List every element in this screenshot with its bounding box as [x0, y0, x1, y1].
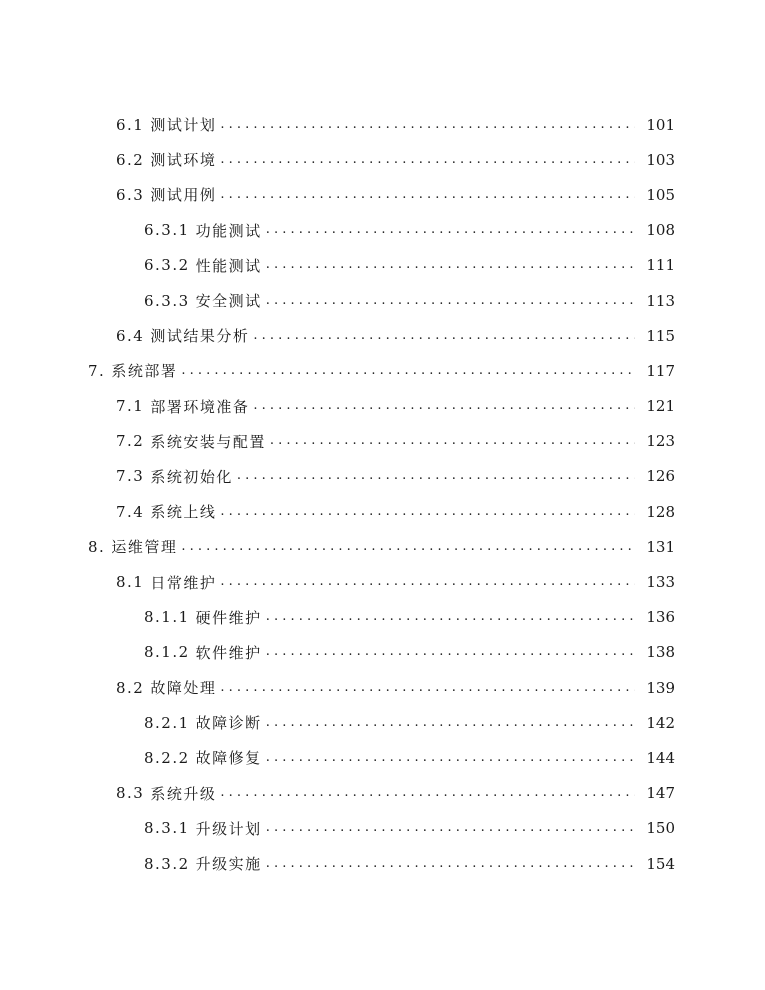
- toc-entry-page-number: 111: [646, 256, 675, 275]
- toc-entry-number: 7.1: [116, 397, 145, 416]
- toc-entry[interactable]: [0, 213, 765, 248]
- toc-entry-page-number: 150: [646, 819, 675, 838]
- toc-entry-page-number: 113: [646, 291, 675, 310]
- toc-entry[interactable]: [0, 248, 765, 283]
- toc-dot-leader: [266, 292, 635, 310]
- toc-entry-page-number: 126: [646, 467, 675, 486]
- toc-dot-leader: [220, 679, 635, 697]
- toc-dot-leader: [220, 151, 635, 169]
- toc-entry-title: 升级实施: [195, 855, 262, 874]
- toc-dot-leader: [266, 643, 635, 661]
- toc-dot-leader: [220, 116, 635, 134]
- toc-entry-number: 6.2: [116, 150, 145, 169]
- toc-entry-page-number: 108: [646, 221, 675, 240]
- toc-entry[interactable]: [0, 318, 765, 353]
- toc-entry[interactable]: [0, 389, 765, 424]
- toc-entry[interactable]: [0, 635, 765, 670]
- toc-entry-number: 8.3.2: [144, 854, 190, 873]
- toc-entry-number: 7.2: [116, 432, 145, 451]
- toc-dot-leader: [266, 714, 635, 732]
- toc-entry-page-number: 128: [646, 502, 675, 521]
- toc-entry-title: 功能测试: [195, 221, 262, 240]
- toc-entry-page-number: 154: [646, 854, 675, 873]
- toc-entry-title: 故障处理: [150, 679, 217, 698]
- toc-entry-number: 6.3.2: [144, 256, 190, 275]
- toc-dot-leader: [266, 221, 635, 239]
- toc-entry-number: 6.3.3: [144, 291, 190, 310]
- toc-entry-title: 系统部署: [111, 362, 178, 381]
- toc-entry-page-number: 138: [646, 643, 675, 662]
- toc-entry-page-number: 136: [646, 608, 675, 627]
- toc-entry-title: 系统安装与配置: [150, 432, 266, 451]
- toc-entry-number: 7.: [88, 361, 106, 380]
- toc-entry-page-number: 117: [646, 361, 675, 380]
- toc-entry-page-number: 147: [646, 784, 675, 803]
- toc-entry[interactable]: [0, 811, 765, 846]
- toc-entry-page-number: 133: [646, 573, 675, 592]
- toc-entry-title: 系统初始化: [150, 467, 233, 486]
- toc-dot-leader: [220, 186, 635, 204]
- toc-entry-number: 8.3.1: [144, 819, 190, 838]
- toc-dot-leader: [181, 538, 635, 556]
- toc-entry[interactable]: [0, 600, 765, 635]
- toc-entry-page-number: 142: [646, 713, 675, 732]
- toc-entry-number: 8.2.2: [144, 748, 190, 767]
- toc-entry-title: 测试用例: [150, 186, 217, 205]
- toc-entry-page-number: 103: [646, 150, 675, 169]
- toc-entry-page-number: 123: [646, 432, 675, 451]
- toc-entry-page-number: 101: [646, 115, 675, 134]
- toc-entry-title: 故障诊断: [195, 714, 262, 733]
- toc-dot-leader: [253, 397, 635, 415]
- toc-entry[interactable]: [0, 494, 765, 529]
- toc-entry-number: 8.1.1: [144, 608, 190, 627]
- toc-entry-number: 8.2: [116, 678, 145, 697]
- toc-dot-leader: [270, 432, 635, 450]
- toc-entry-title: 测试计划: [150, 116, 217, 135]
- toc-entry-number: 8.1.2: [144, 643, 190, 662]
- toc-dot-leader: [266, 819, 635, 837]
- toc-entry[interactable]: [0, 459, 765, 494]
- toc-dot-leader: [237, 467, 635, 485]
- toc-entry-page-number: 131: [646, 537, 675, 556]
- toc-entry-page-number: 144: [646, 748, 675, 767]
- toc-entry-number: 7.4: [116, 502, 145, 521]
- toc-entry-number: 7.3: [116, 467, 145, 486]
- toc-dot-leader: [266, 749, 635, 767]
- toc-dot-leader: [266, 608, 635, 626]
- table-of-contents: [0, 107, 765, 881]
- toc-entry-page-number: 121: [646, 397, 675, 416]
- toc-entry-number: 6.3: [116, 185, 145, 204]
- toc-entry-title: 系统升级: [150, 784, 217, 803]
- toc-dot-leader: [220, 784, 635, 802]
- toc-entry-page-number: 105: [646, 185, 675, 204]
- toc-entry-number: 8.1: [116, 573, 145, 592]
- toc-dot-leader: [220, 503, 635, 521]
- toc-entry[interactable]: [0, 846, 765, 881]
- toc-entry[interactable]: [0, 177, 765, 212]
- toc-entry-title: 安全测试: [195, 292, 262, 311]
- toc-entry-number: 8.3: [116, 784, 145, 803]
- toc-entry-number: 6.1: [116, 115, 145, 134]
- toc-entry-title: 运维管理: [111, 538, 178, 557]
- toc-entry-title: 系统上线: [150, 503, 217, 522]
- toc-entry[interactable]: [0, 705, 765, 740]
- toc-entry-title: 升级计划: [195, 819, 262, 838]
- toc-entry[interactable]: [0, 424, 765, 459]
- toc-dot-leader: [266, 855, 635, 873]
- toc-entry[interactable]: [0, 353, 765, 388]
- toc-entry[interactable]: [0, 107, 765, 142]
- toc-entry[interactable]: [0, 670, 765, 705]
- toc-dot-leader: [266, 256, 635, 274]
- toc-entry[interactable]: [0, 142, 765, 177]
- toc-entry-title: 测试结果分析: [150, 327, 250, 346]
- toc-entry-page-number: 139: [646, 678, 675, 697]
- toc-dot-leader: [181, 362, 635, 380]
- toc-entry-title: 硬件维护: [195, 608, 262, 627]
- toc-entry-page-number: 115: [646, 326, 675, 345]
- toc-entry[interactable]: [0, 283, 765, 318]
- toc-entry-title: 性能测试: [195, 256, 262, 275]
- toc-entry[interactable]: [0, 564, 765, 599]
- toc-entry-title: 部署环境准备: [150, 397, 250, 416]
- toc-entry-title: 软件维护: [195, 643, 262, 662]
- toc-entry-title: 日常维护: [150, 573, 217, 592]
- toc-entry-number: 8.2.1: [144, 713, 190, 732]
- toc-dot-leader: [253, 327, 635, 345]
- toc-entry[interactable]: [0, 529, 765, 564]
- toc-dot-leader: [220, 573, 635, 591]
- toc-entry-title: 测试环境: [150, 151, 217, 170]
- toc-entry-title: 故障修复: [195, 749, 262, 768]
- toc-entry[interactable]: [0, 740, 765, 775]
- toc-entry[interactable]: [0, 776, 765, 811]
- toc-entry-number: 6.4: [116, 326, 145, 345]
- toc-entry-number: 8.: [88, 537, 106, 556]
- toc-entry-number: 6.3.1: [144, 221, 190, 240]
